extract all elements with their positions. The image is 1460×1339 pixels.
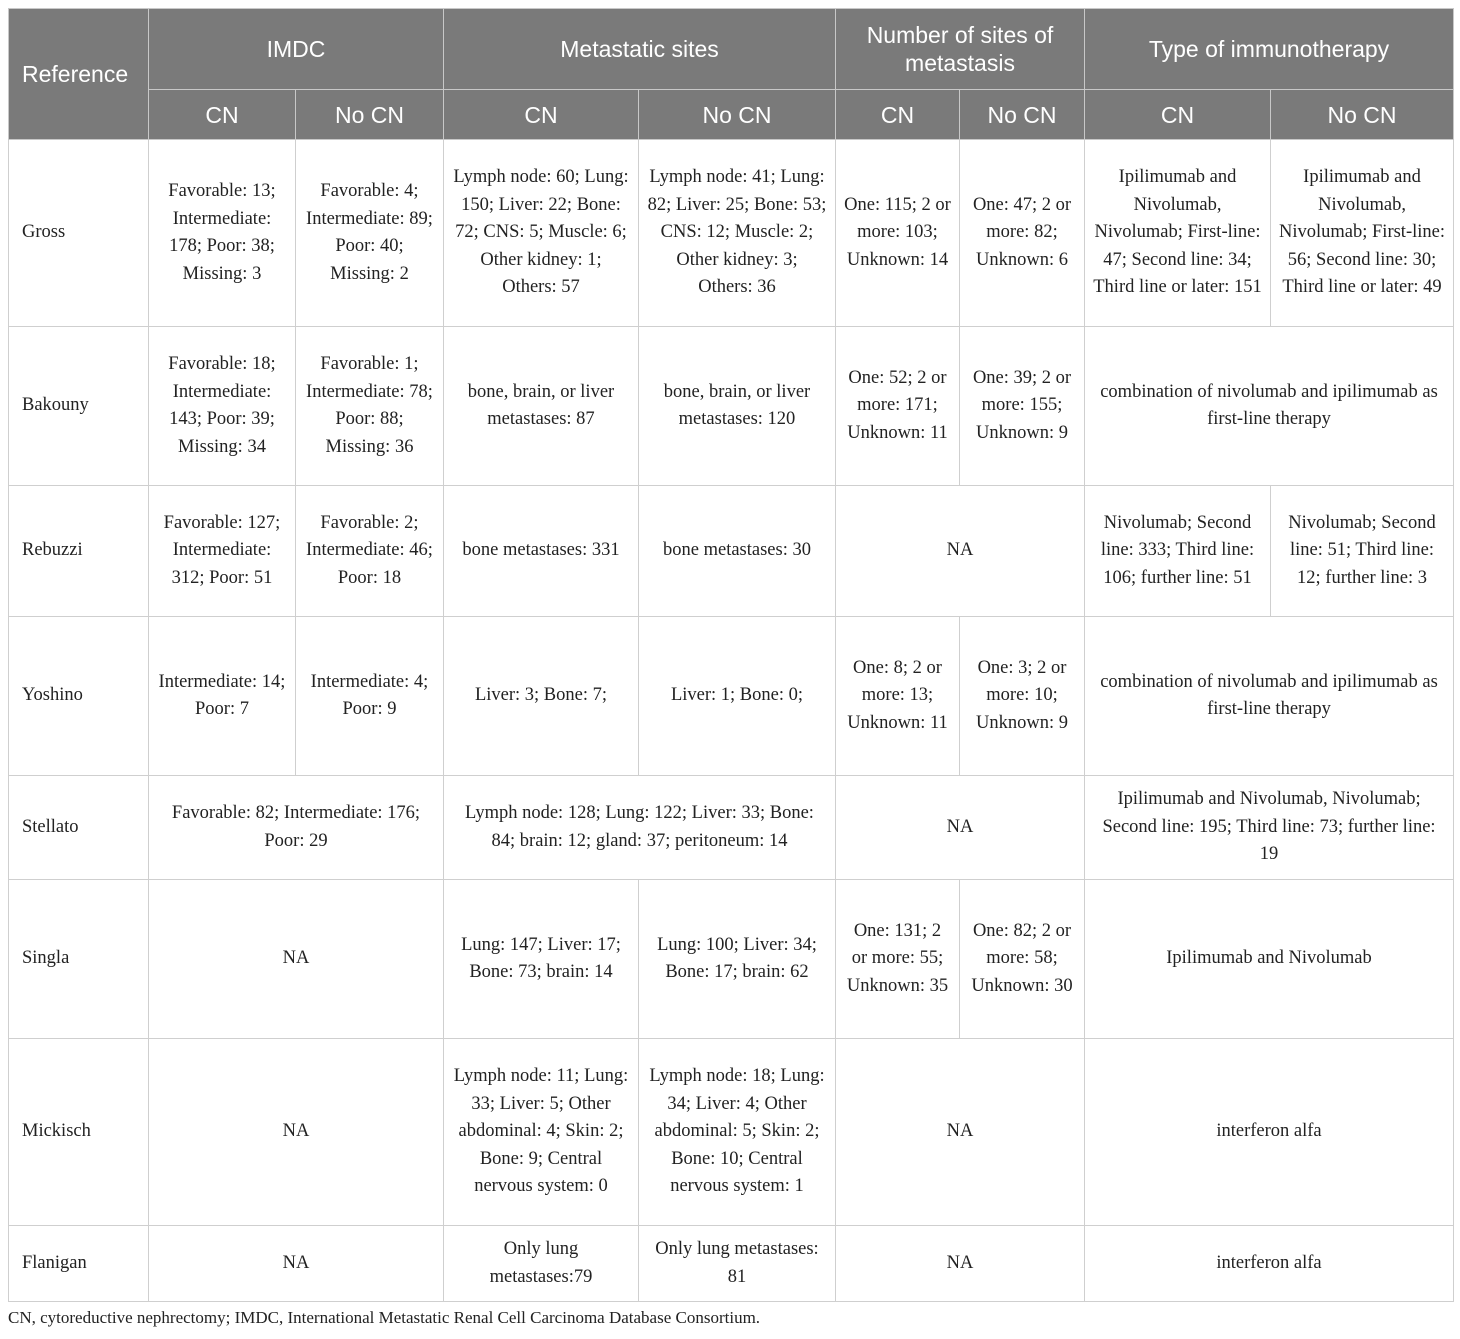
subheader-immuno-cn: CN <box>1085 90 1271 140</box>
data-table <box>8 8 1454 1302</box>
subheader-number-no-cn: No CN <box>960 90 1085 140</box>
cell-sites-no-cn: Lung: 100; Liver: 34; Bone: 17; brain: 62 <box>639 880 836 1039</box>
cell-immuno-merged: combination of nivolumab and ipilimumab as first-line therapy <box>1085 327 1454 486</box>
cell-number-cn: One: 52; 2 or more: 171; Unknown: 11 <box>836 327 960 486</box>
subheader-immuno-no-cn: No CN <box>1271 90 1454 140</box>
cell-reference: Mickisch <box>9 1039 149 1226</box>
cell-imdc-cn: Favorable: 18; Intermediate: 143; Poor: 39; Missing: 34 <box>149 327 296 486</box>
cell-immuno-merged: combination of nivolumab and ipilimumab as first-line therapy <box>1085 617 1454 776</box>
cell-number-merged: NA <box>836 776 1085 880</box>
cell-number-merged: NA <box>836 1039 1085 1226</box>
cell-immuno-merged: Ipilimumab and Nivolumab <box>1085 880 1454 1039</box>
cell-sites-no-cn: bone, brain, or liver metastases: 120 <box>639 327 836 486</box>
cell-reference: Rebuzzi <box>9 486 149 617</box>
subheader-imdc-no-cn: No CN <box>296 90 444 140</box>
header-row-1 <box>9 9 1454 90</box>
cell-immuno-merged: interferon alfa <box>1085 1039 1454 1226</box>
cell-imdc-no-cn: Favorable: 2; Intermediate: 46; Poor: 18 <box>296 486 444 617</box>
table-row <box>9 486 1454 617</box>
cell-sites-no-cn: Lymph node: 41; Lung: 82; Liver: 25; Bone: 53; CNS: 12; Muscle: 2; Other kidney: 3; Others: 36 <box>639 140 836 327</box>
cell-sites-cn: Lymph node: 11; Lung: 33; Liver: 5; Other abdominal: 4; Skin: 2; Bone: 9; Central nervous system: 0 <box>444 1039 639 1226</box>
cell-immuno-merged: interferon alfa <box>1085 1226 1454 1302</box>
cell-imdc-no-cn: Intermediate: 4; Poor: 9 <box>296 617 444 776</box>
cell-imdc-cn: Intermediate: 14; Poor: 7 <box>149 617 296 776</box>
cell-imdc-merged: NA <box>149 880 444 1039</box>
table-row <box>9 327 1454 486</box>
cell-number-no-cn: One: 3; 2 or more: 10; Unknown: 9 <box>960 617 1085 776</box>
cell-immuno-cn: Nivolumab; Second line: 333; Third line: 106; further line: 51 <box>1085 486 1271 617</box>
cell-sites-merged: Lymph node: 128; Lung: 122; Liver: 33; Bone: 84; brain: 12; gland: 37; peritoneum: 14 <box>444 776 836 880</box>
cell-immuno-cn: Ipilimumab and Nivolumab, Nivolumab; First-line: 47; Second line: 34; Third line or later: 151 <box>1085 140 1271 327</box>
cell-number-no-cn: One: 47; 2 or more: 82; Unknown: 6 <box>960 140 1085 327</box>
subheader-number-cn: CN <box>836 90 960 140</box>
cell-reference: Stellato <box>9 776 149 880</box>
cell-reference: Bakouny <box>9 327 149 486</box>
table-row <box>9 880 1454 1039</box>
table-row <box>9 776 1454 880</box>
cell-sites-no-cn: Only lung metastases: 81 <box>639 1226 836 1302</box>
cell-number-no-cn: One: 82; 2 or more: 58; Unknown: 30 <box>960 880 1085 1039</box>
table-container <box>8 8 1453 1302</box>
cell-immuno-no-cn: Nivolumab; Second line: 51; Third line: 12; further line: 3 <box>1271 486 1454 617</box>
header-imdc: IMDC <box>149 9 444 90</box>
header-reference: Reference <box>9 9 149 140</box>
cell-sites-cn: bone metastases: 331 <box>444 486 639 617</box>
cell-sites-no-cn: bone metastases: 30 <box>639 486 836 617</box>
cell-number-merged: NA <box>836 1226 1085 1302</box>
subheader-sites-no-cn: No CN <box>639 90 836 140</box>
cell-imdc-cn: Favorable: 127; Intermediate: 312; Poor: 51 <box>149 486 296 617</box>
cell-reference: Singla <box>9 880 149 1039</box>
header-type-of-immunotherapy: Type of immunotherapy <box>1085 9 1454 90</box>
header-metastatic-sites: Metastatic sites <box>444 9 836 90</box>
cell-reference: Flanigan <box>9 1226 149 1302</box>
cell-sites-no-cn: Lymph node: 18; Lung: 34; Liver: 4; Other abdominal: 5; Skin: 2; Bone: 10; Central nervous system: 1 <box>639 1039 836 1226</box>
cell-sites-cn: Lung: 147; Liver: 17; Bone: 73; brain: 14 <box>444 880 639 1039</box>
cell-sites-cn: Lymph node: 60; Lung: 150; Liver: 22; Bone: 72; CNS: 5; Muscle: 6; Other kidney: 1; Others: 57 <box>444 140 639 327</box>
table-row <box>9 140 1454 327</box>
cell-sites-no-cn: Liver: 1; Bone: 0; <box>639 617 836 776</box>
cell-imdc-merged: Favorable: 82; Intermediate: 176; Poor: 29 <box>149 776 444 880</box>
cell-imdc-merged: NA <box>149 1039 444 1226</box>
table-row <box>9 617 1454 776</box>
cell-reference: Yoshino <box>9 617 149 776</box>
cell-imdc-no-cn: Favorable: 1; Intermediate: 78; Poor: 88; Missing: 36 <box>296 327 444 486</box>
cell-number-merged: NA <box>836 486 1085 617</box>
cell-sites-cn: bone, brain, or liver metastases: 87 <box>444 327 639 486</box>
table-footnote: CN, cytoreductive nephrectomy; IMDC, International Metastatic Renal Cell Carcinoma Database Consortium. <box>8 1308 761 1327</box>
header-number-of-sites: Number of sites of metastasis <box>836 9 1085 90</box>
table-row <box>9 1226 1454 1302</box>
cell-number-cn: One: 115; 2 or more: 103; Unknown: 14 <box>836 140 960 327</box>
table-row <box>9 1039 1454 1226</box>
cell-imdc-cn: Favorable: 13; Intermediate: 178; Poor: 38; Missing: 3 <box>149 140 296 327</box>
cell-immuno-merged: Ipilimumab and Nivolumab, Nivolumab; Second line: 195; Third line: 73; further line: 19 <box>1085 776 1454 880</box>
cell-sites-cn: Liver: 3; Bone: 7; <box>444 617 639 776</box>
header-row-2 <box>9 90 1454 140</box>
cell-imdc-no-cn: Favorable: 4; Intermediate: 89; Poor: 40; Missing: 2 <box>296 140 444 327</box>
subheader-sites-cn: CN <box>444 90 639 140</box>
cell-number-cn: One: 8; 2 or more: 13; Unknown: 11 <box>836 617 960 776</box>
cell-sites-cn: Only lung metastases:79 <box>444 1226 639 1302</box>
cell-number-no-cn: One: 39; 2 or more: 155; Unknown: 9 <box>960 327 1085 486</box>
cell-reference: Gross <box>9 140 149 327</box>
cell-immuno-no-cn: Ipilimumab and Nivolumab, Nivolumab; First-line: 56; Second line: 30; Third line or later: 49 <box>1271 140 1454 327</box>
subheader-imdc-cn: CN <box>149 90 296 140</box>
cell-imdc-merged: NA <box>149 1226 444 1302</box>
cell-number-cn: One: 131; 2 or more: 55; Unknown: 35 <box>836 880 960 1039</box>
